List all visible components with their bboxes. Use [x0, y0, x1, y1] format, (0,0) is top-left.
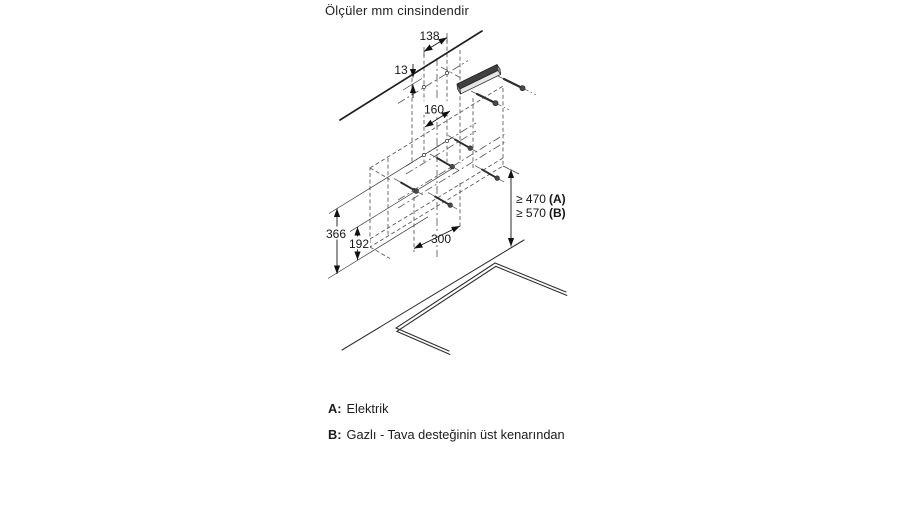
depth-edge-bottom-left — [370, 247, 390, 259]
legend-item-a — [328, 401, 388, 416]
dim-label-138: 138 — [419, 29, 440, 43]
hole-top-left — [422, 85, 425, 88]
wall-screw-4 — [401, 183, 414, 190]
legend-text-a: Elektrik — [346, 401, 389, 416]
hole-row-top — [398, 61, 468, 104]
hole-top-right — [445, 71, 448, 74]
clearance-electric-value: ≥ 470 — [516, 192, 546, 206]
ext-13-row-tick — [403, 79, 422, 91]
legend-key-b: B: — [328, 427, 342, 442]
hole-mid-left — [422, 153, 425, 156]
dim-label-160: 160 — [423, 102, 445, 117]
counter-back-line — [342, 240, 524, 350]
dim-label-300: 300 — [430, 232, 452, 246]
hole-row-mid-2 — [406, 131, 476, 174]
bracket-leader — [441, 67, 460, 78]
page-title: Ölçüler mm cinsindendir — [325, 3, 470, 18]
wall-screw-2 — [437, 158, 450, 165]
dim-label-192: 192 — [348, 237, 370, 251]
legend-text-b: Gazlı - Tava desteğinin üst kenarından — [346, 427, 565, 442]
bracket-screw-1 — [504, 79, 520, 87]
mounting-holes — [412, 71, 448, 191]
ext-366-top — [329, 138, 452, 214]
clearance-electric-key: (A) — [549, 192, 566, 206]
clearance-gas-value: ≥ 570 — [516, 206, 546, 220]
screw-shanks — [401, 79, 520, 204]
mounting-bracket — [457, 65, 501, 95]
legend-key-a: A: — [328, 401, 342, 416]
legend-item-b — [328, 427, 565, 442]
hole-mid-right — [445, 139, 448, 142]
wall-screw-3 — [482, 170, 495, 177]
dim-label-366: 366 — [325, 227, 347, 241]
wall-line — [340, 31, 482, 120]
dim-label-13: 13 — [394, 63, 408, 77]
clearance-gas-key: (B) — [549, 206, 566, 220]
